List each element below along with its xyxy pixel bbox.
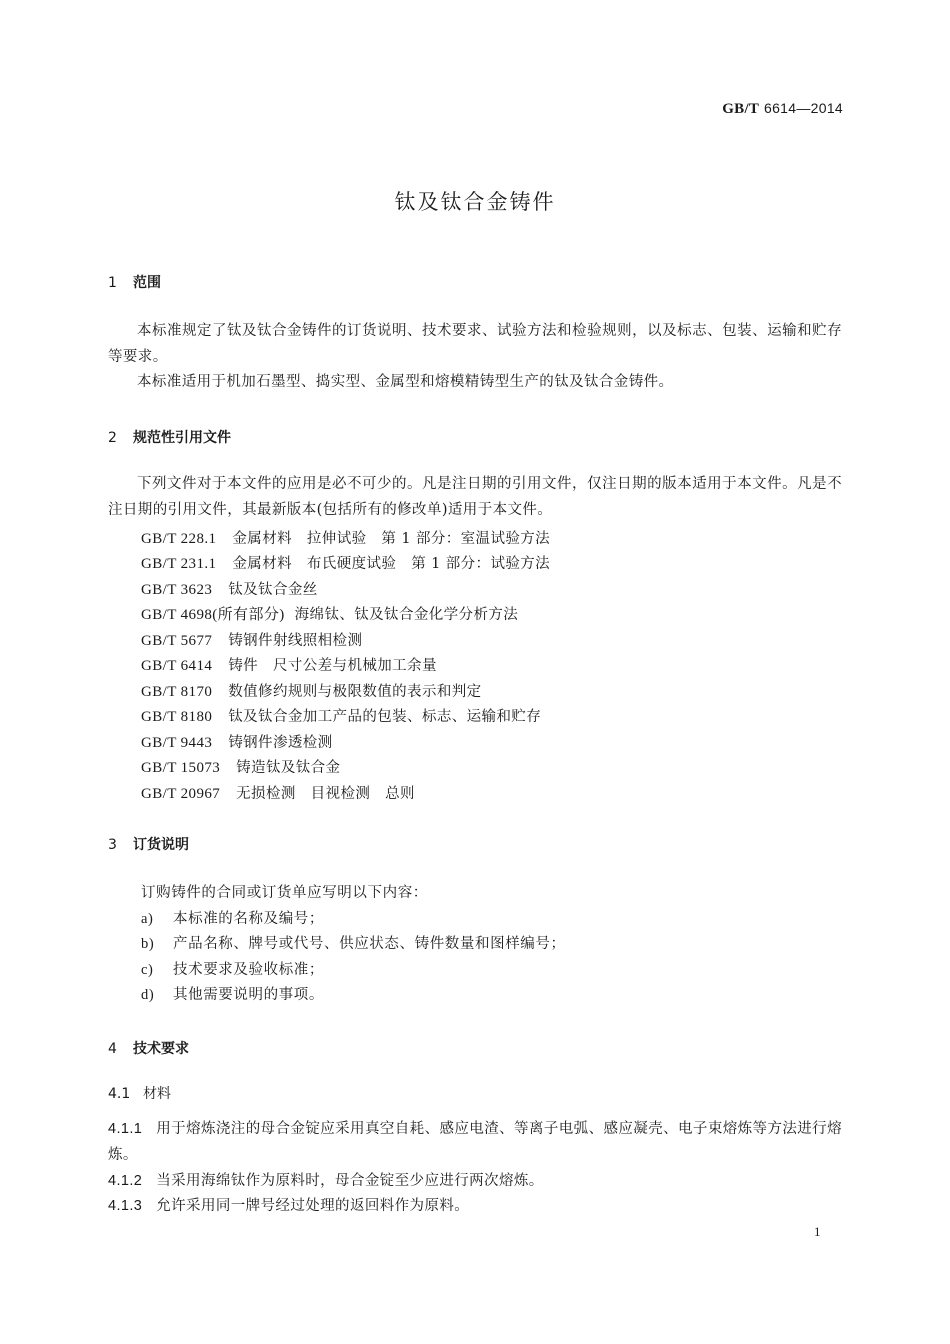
section-heading-2 <box>108 427 231 447</box>
reference-item: GB/T 20967 无损检测 目视检测 总则 <box>141 786 415 802</box>
clause-4-1-2: 4.1.2 当采用海绵钛作为原料时，母合金锭至少应进行两次熔炼。 <box>108 1173 544 1189</box>
page-number: 1 <box>814 1224 821 1239</box>
reference-item: GB/T 15073 铸造钛及钛合金 <box>141 760 341 776</box>
section-title: 范围 <box>133 275 161 291</box>
reference-item: GB/T 5677 铸钢件射线照相检测 <box>141 633 363 649</box>
section-title: 技术要求 <box>133 1041 189 1057</box>
subsection-heading-4-1 <box>108 1083 171 1103</box>
document-title: 钛及钛合金铸件 <box>394 190 556 214</box>
list-item: c) 技术要求及验收标准； <box>141 962 324 978</box>
reference-item: GB/T 4698(所有部分) 海绵钛、钛及钛合金化学分析方法 <box>141 607 519 623</box>
paragraph: 本标准规定了钛及钛合金铸件的订货说明、技术要求、试验方法和检验规则，以及标志、包装、运输和贮存等要求。 <box>108 323 842 365</box>
section-heading-4 <box>108 1038 189 1058</box>
standard-code <box>722 100 843 118</box>
reference-item: GB/T 9443 铸钢件渗透检测 <box>141 735 333 751</box>
list-item: d) 其他需要说明的事项。 <box>141 987 324 1003</box>
paragraph: 下列文件对于本文件的应用是必不可少的。凡是注日期的引用文件，仅注日期的版本适用于本文件。凡是不注日期的引用文件，其最新版本(包括所有的修改单)适用于本文件。 <box>108 476 842 518</box>
section-number: 4 <box>108 1041 117 1057</box>
reference-item: GB/T 6414 铸件 尺寸公差与机械加工余量 <box>141 658 437 674</box>
reference-item: GB/T 228.1 金属材料 拉伸试验 第 1 部分：室温试验方法 <box>141 531 551 547</box>
subsection-number: 4.1 <box>108 1086 131 1102</box>
section-title: 订货说明 <box>133 837 189 853</box>
subsection-title: 材料 <box>143 1086 171 1102</box>
list-item: a) 本标准的名称及编号； <box>141 911 324 927</box>
section-title: 规范性引用文件 <box>133 430 231 446</box>
reference-item: GB/T 231.1 金属材料 布氏硬度试验 第 1 部分：试验方法 <box>141 556 551 572</box>
standard-number: 6614—2014 <box>764 100 843 116</box>
clause-4-1-3: 4.1.3 允许采用同一牌号经过处理的返回料作为原料。 <box>108 1198 470 1214</box>
section-number: 3 <box>108 837 117 853</box>
section-heading-3 <box>108 834 189 854</box>
paragraph: 本标准适用于机加石墨型、捣实型、金属型和熔模精铸型生产的钛及钛合金铸件。 <box>137 374 674 390</box>
reference-item: GB/T 3623 钛及钛合金丝 <box>141 582 318 598</box>
list-intro: 订购铸件的合同或订货单应写明以下内容： <box>141 885 428 901</box>
standard-prefix: GB/T <box>722 101 760 117</box>
section-number: 1 <box>108 275 117 291</box>
clause-4-1-1: 4.1.1 用于熔炼浇注的母合金锭应采用真空自耗、感应电渣、等离子电弧、感应凝壳、电子束熔炼等方法进行熔炼。 <box>108 1121 842 1163</box>
reference-item: GB/T 8180 钛及钛合金加工产品的包装、标志、运输和贮存 <box>141 709 542 725</box>
section-number: 2 <box>108 430 117 446</box>
list-item: b) 产品名称、牌号或代号、供应状态、铸件数量和图样编号； <box>141 936 566 952</box>
reference-item: GB/T 8170 数值修约规则与极限数值的表示和判定 <box>141 684 482 700</box>
section-heading-1 <box>108 272 161 292</box>
